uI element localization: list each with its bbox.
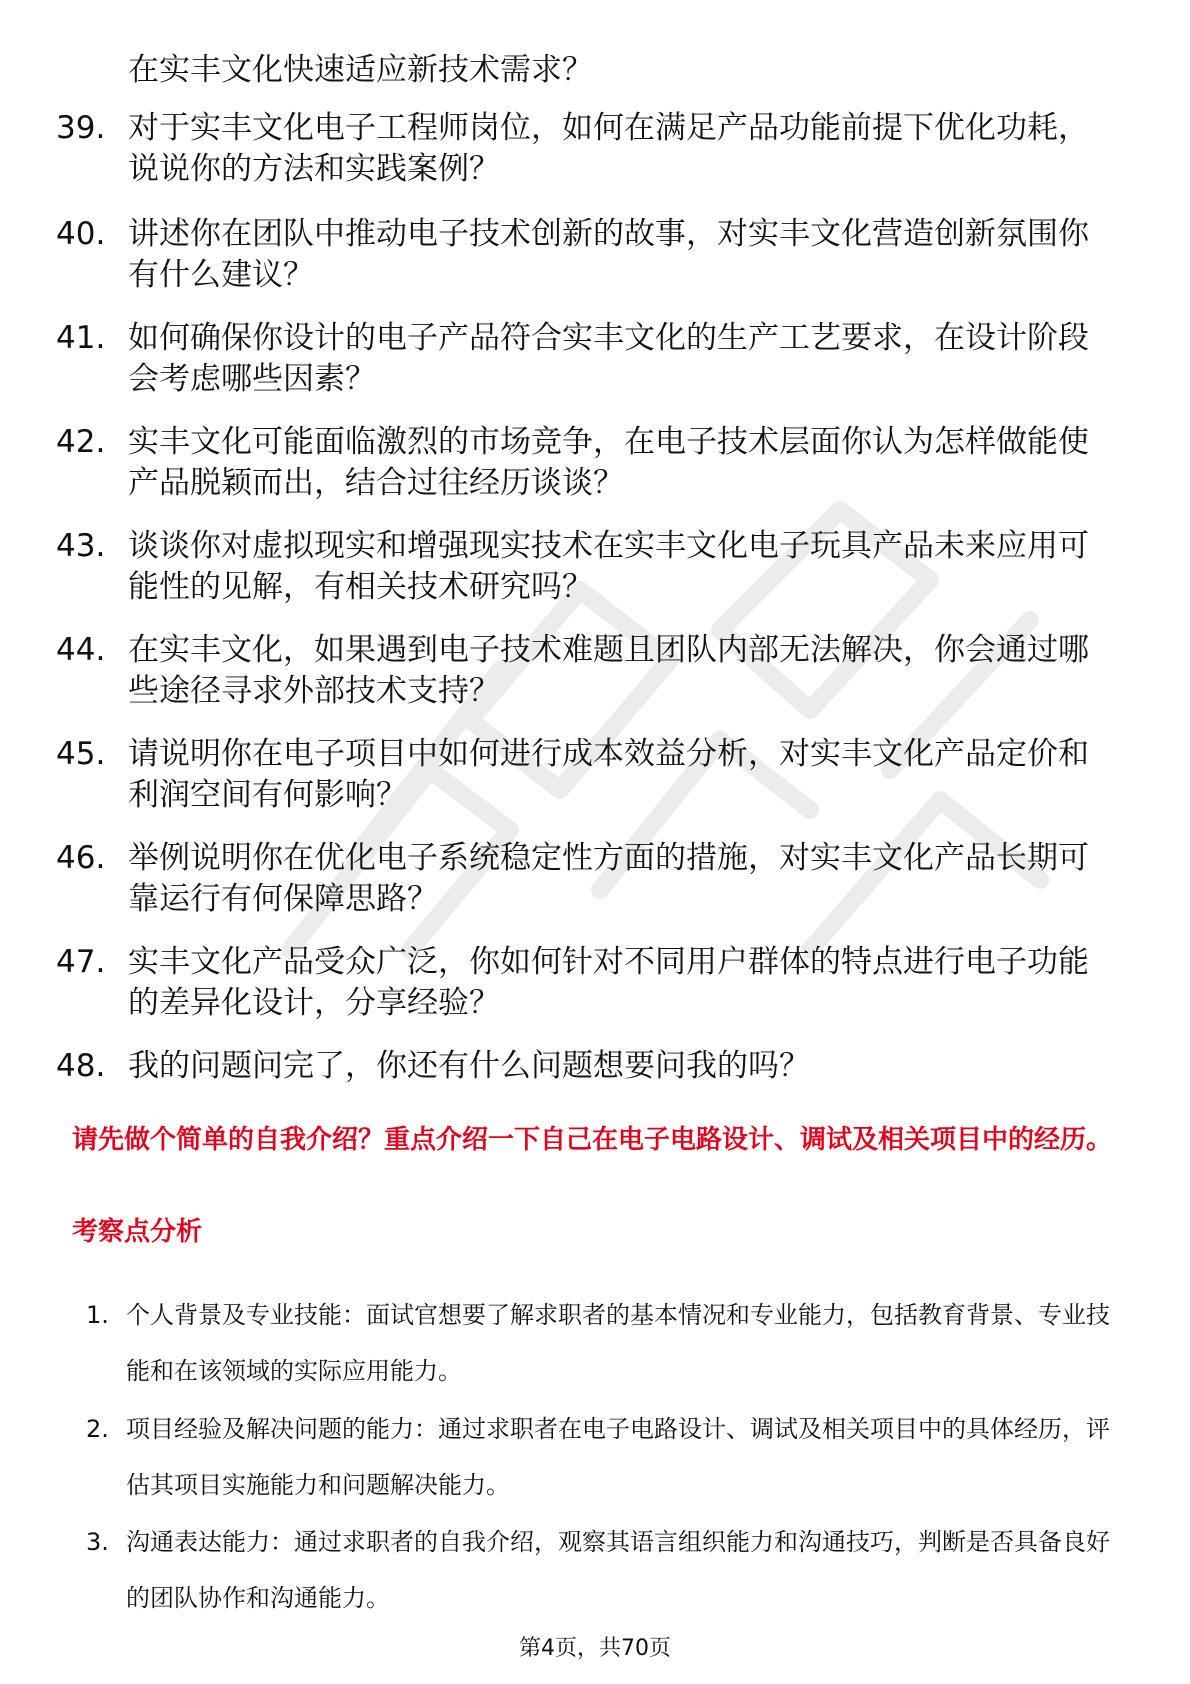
question-text: 举例说明你在优化电子系统稳定性方面的措施，对实丰文化产品长期可靠运行有何保障思路？ — [128, 840, 1089, 917]
question-text: 谈谈你对虚拟现实和增强现实技术在实丰文化电子玩具产品未来应用可能性的见解，有相关技术研究吗？ — [128, 528, 1089, 605]
analysis-number: 1. — [86, 1301, 109, 1329]
list-item — [56, 1046, 1116, 1087]
list-item — [56, 50, 1116, 91]
list-item — [56, 214, 1116, 296]
question-number: 46. — [56, 840, 106, 876]
question-text: 在实丰文化，如果遇到电子技术难题且团队内部无法解决，你会通过哪些途径寻求外部技术支持？ — [128, 632, 1089, 709]
question-text: 对于实丰文化电子工程师岗位，如何在满足产品功能前提下优化功耗，说说你的方法和实践案例？ — [128, 110, 1089, 187]
section-title: 考察点分析 — [72, 1217, 203, 1247]
question-text: 实丰文化产品受众广泛，你如何针对不同用户群体的特点进行电子功能的差异化设计，分享经验？ — [128, 944, 1089, 1021]
list-item — [56, 422, 1116, 504]
question-number: 41. — [56, 320, 106, 356]
question-text: 在实丰文化快速适应新技术需求？ — [128, 52, 593, 88]
question-number: 48. — [56, 1048, 106, 1084]
question-number: 42. — [56, 424, 106, 460]
question-number: 45. — [56, 736, 106, 772]
question-text: 如何确保你设计的电子产品符合实丰文化的生产工艺要求，在设计阶段会考虑哪些因素？ — [128, 320, 1089, 397]
question-text: 实丰文化可能面临激烈的市场竞争，在电子技术层面你认为怎样做能使产品脱颖而出，结合过往经历谈谈？ — [128, 424, 1089, 501]
question-number: 40. — [56, 216, 106, 252]
analysis-item — [86, 1514, 1126, 1626]
question-text: 讲述你在团队中推动电子技术创新的故事，对实丰文化营造创新氛围你有什么建议？ — [128, 216, 1089, 293]
analysis-text: 个人背景及专业技能：面试官想要了解求职者的基本情况和专业能力，包括教育背景、专业技能和在该领域的实际应用能力。 — [126, 1301, 1110, 1385]
list-item — [56, 942, 1116, 1024]
page-footer: 第4页，共70页 — [519, 1636, 671, 1661]
question-text: 我的问题问完了，你还有什么问题想要问我的吗？ — [128, 1048, 810, 1084]
analysis-number: 2. — [86, 1415, 109, 1443]
list-item — [56, 734, 1116, 816]
analysis-number: 3. — [86, 1528, 109, 1556]
analysis-item — [86, 1287, 1126, 1399]
analysis-text: 项目经验及解决问题的能力：通过求职者在电子电路设计、调试及相关项目中的具体经历，评估其项目实施能力和问题解决能力。 — [126, 1415, 1110, 1499]
analysis-item — [86, 1401, 1126, 1513]
question-number: 47. — [56, 944, 106, 980]
list-item — [56, 838, 1116, 920]
question-text: 请说明你在电子项目中如何进行成本效益分析，对实丰文化产品定价和利润空间有何影响？ — [128, 736, 1089, 813]
highlight-question: 请先做个简单的自我介绍？重点介绍一下自己在电子电路设计、调试及相关项目中的经历。 — [72, 1125, 1113, 1155]
list-item — [56, 526, 1116, 608]
list-item — [56, 630, 1116, 712]
question-number: 43. — [56, 528, 106, 564]
question-number: 44. — [56, 632, 106, 668]
question-number: 39. — [56, 110, 106, 146]
list-item — [56, 318, 1116, 400]
analysis-text: 沟通表达能力：通过求职者的自我介绍，观察其语言组织能力和沟通技巧，判断是否具备良好的团队协作和沟通能力。 — [126, 1528, 1110, 1612]
list-item — [56, 108, 1116, 190]
